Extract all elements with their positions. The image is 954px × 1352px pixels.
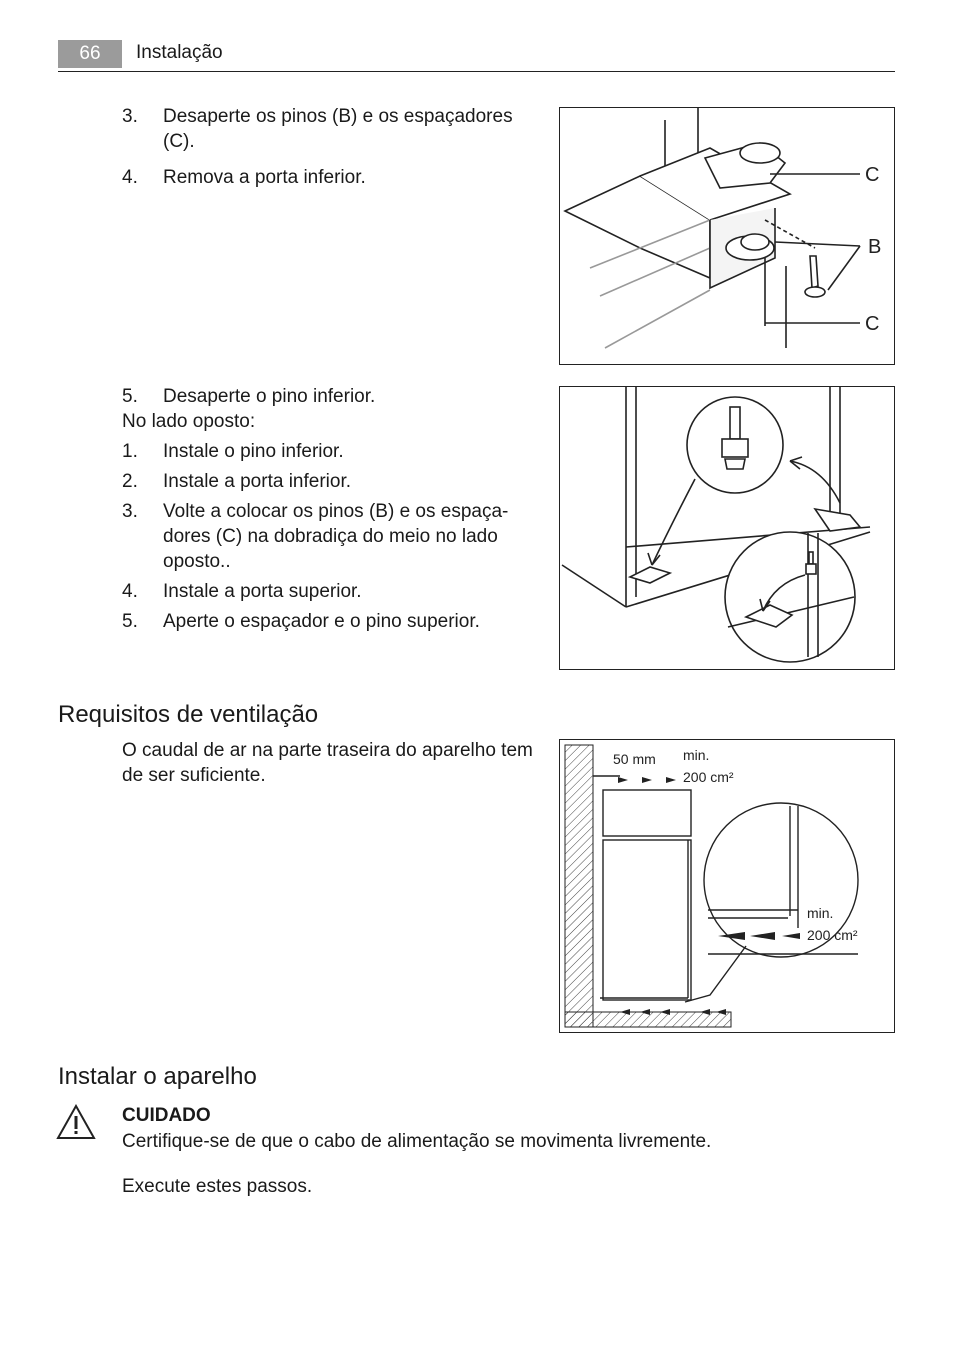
opposite-side-label: No lado oposto: [122,411,256,432]
gap-label: 50 mm [613,751,656,767]
section-title: Instalação [136,42,223,63]
page-header [58,40,895,72]
label-b: B [868,236,882,258]
page-number: 66 [58,40,122,68]
hinge-illustration [560,108,894,364]
steps-intro: Execute estes passos. [122,1176,313,1197]
step-item: 4. Remova a porta inferior. [122,167,366,188]
hinge-figure [559,107,895,365]
area-top-label: 200 cm² [683,769,734,785]
area-bottom-label: 200 cm² [807,927,858,943]
label-c-bottom: C [865,313,880,335]
step-item: 3. Desaperte os pinos (B) e os espaçadores (C). [122,106,513,152]
step-item: 5. Desaperte o pino inferior. [122,386,376,407]
step-item: 5. Aperte o espaçador e o pino superior. [122,611,480,632]
step-item: 1. Instale o pino inferior. [122,441,344,462]
steps-reverse-door [122,384,537,639]
warning-triangle-icon [56,1104,96,1140]
step-item: 2. Instale a porta inferior. [122,471,351,492]
caution-text: Certifique-se de que o cabo de alimentação se movimenta livremente. [122,1131,712,1152]
install-heading: Instalar o aparelho [58,1063,257,1090]
step-item: 4. Instale a porta superior. [122,581,362,602]
pin-figure [559,386,895,670]
ventilation-figure [559,739,895,1033]
caution-title: CUIDADO [122,1105,211,1126]
step-item: 3. Volte a colocar os pinos (B) e os espaça-dores (C) na dobradiça do meio no lado oposto.. [122,501,509,572]
label-c-top: C [865,164,880,186]
min-top-label: min. [683,747,710,763]
pin-illustration [560,387,894,669]
ventilation-illustration [560,740,894,1032]
min-bottom-label: min. [807,905,834,921]
ventilation-heading: Requisitos de ventilação [58,701,319,728]
steps-remove-door [122,104,532,195]
ventilation-text: O caudal de ar na parte traseira do aparelho tem de ser suficiente. [122,740,533,786]
